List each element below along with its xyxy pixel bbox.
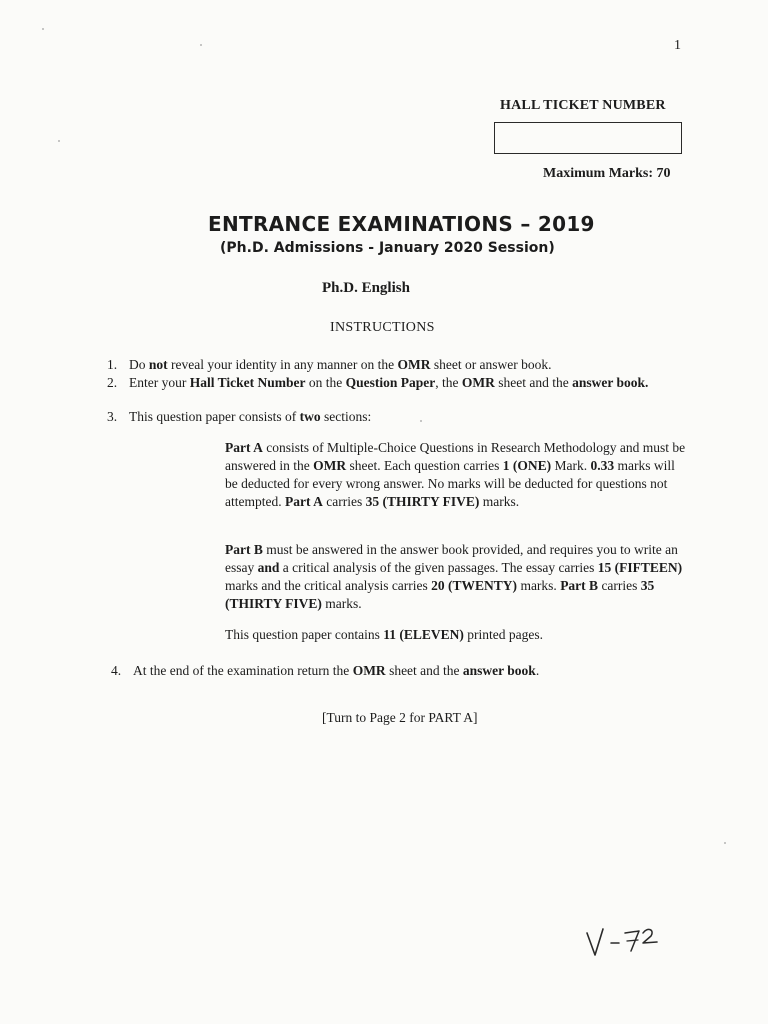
part-b-emphasis: 35 (THIRTY FIVE) [225, 578, 655, 611]
instruction-text: Enter your [129, 375, 190, 390]
part-b-description [225, 541, 687, 613]
part-a-text: carries [322, 494, 366, 509]
instruction-text: sheet and the [385, 663, 463, 678]
instruction-item-4 [111, 662, 693, 679]
instruction-text: sections: [320, 409, 372, 424]
part-b-emphasis: and [257, 560, 280, 575]
instruction-emphasis: two [299, 409, 321, 424]
instruction-emphasis: answer book. [572, 375, 649, 390]
instruction-item-2 [107, 374, 689, 391]
instruction-number: 2. [107, 375, 118, 390]
exam-title: ENTRANCE EXAMINATIONS – 2019 [208, 212, 595, 236]
instruction-text: reveal your identity in any manner on the [167, 357, 398, 372]
scan-speck [420, 420, 422, 422]
exam-subtitle: (Ph.D. Admissions - January 2020 Session) [220, 240, 555, 256]
page-number: 1 [674, 38, 681, 53]
part-b-text: marks. [321, 596, 362, 611]
page-count-note [225, 626, 687, 644]
part-a-text: marks will be deducted for every wrong answer. No marks will be deducted for questions not attempted. [225, 458, 675, 509]
turn-page-note: [Turn to Page 2 for PART A] [322, 710, 478, 725]
handwritten-code-mark [583, 921, 663, 961]
part-a-emphasis: OMR [313, 458, 347, 473]
instruction-text: . [535, 663, 540, 678]
part-b-text: carries [598, 578, 641, 593]
page-count-text: This question paper contains [225, 627, 384, 642]
instruction-text: Do [129, 357, 149, 372]
instruction-number: 3. [107, 409, 118, 424]
instruction-number: 1. [107, 357, 118, 372]
part-a-emphasis: Part A [225, 440, 263, 455]
instruction-text: This question paper consists of [129, 409, 300, 424]
scan-speck [42, 28, 44, 30]
part-a-description [225, 439, 687, 511]
part-a-text: Mark. [551, 458, 591, 473]
scan-speck [58, 140, 60, 142]
instruction-item-1 [107, 356, 689, 373]
instruction-emphasis: Question Paper [345, 375, 436, 390]
part-a-emphasis: Part A [284, 494, 323, 509]
hall-ticket-label: HALL TICKET NUMBER [500, 98, 666, 113]
instruction-text: , the [435, 375, 462, 390]
maximum-marks: Maximum Marks: 70 [543, 166, 671, 181]
instruction-text: sheet and the [494, 375, 573, 390]
instruction-emphasis: OMR [397, 357, 431, 372]
page-count-text: printed pages. [463, 627, 543, 642]
part-b-emphasis: 15 (FIFTEEN) [597, 560, 683, 575]
part-b-text: marks and the critical analysis carries [225, 578, 432, 593]
part-b-emphasis: 20 (TWENTY) [431, 578, 518, 593]
instruction-text: on the [305, 375, 346, 390]
part-b-emphasis: Part B [560, 578, 599, 593]
instruction-emphasis: answer book [462, 663, 536, 678]
part-b-text: must be answered in the answer book provided, and requires you to write an essay [225, 542, 678, 575]
instruction-item-3 [107, 408, 689, 425]
page-count-emphasis: 11 (ELEVEN) [383, 627, 464, 642]
part-a-emphasis: 35 (THIRTY FIVE) [365, 494, 480, 509]
part-a-text: consists of Multiple-Choice Questions in Research Methodology and must be answered in the [225, 440, 686, 473]
instruction-emphasis: Hall Ticket Number [189, 375, 306, 390]
part-a-emphasis: 1 (ONE) [502, 458, 552, 473]
part-a-text: marks. [479, 494, 520, 509]
part-a-text: sheet. Each question carries [346, 458, 503, 473]
instruction-number: 4. [111, 663, 122, 678]
scan-speck [724, 842, 726, 844]
part-b-text: marks. [517, 578, 561, 593]
hall-ticket-number-box [494, 122, 682, 154]
scan-speck [200, 44, 202, 46]
instruction-emphasis: OMR [352, 663, 386, 678]
instructions-heading: INSTRUCTIONS [330, 320, 435, 335]
part-b-emphasis: Part B [225, 542, 263, 557]
instruction-emphasis: OMR [461, 375, 495, 390]
instruction-emphasis: not [148, 357, 168, 372]
part-b-text: a critical analysis of the given passages. The essay carries [279, 560, 598, 575]
subject-heading: Ph.D. English [322, 280, 410, 296]
instruction-text: At the end of the examination return the [133, 663, 353, 678]
instruction-text: sheet or answer book. [430, 357, 552, 372]
part-a-emphasis: 0.33 [590, 458, 615, 473]
